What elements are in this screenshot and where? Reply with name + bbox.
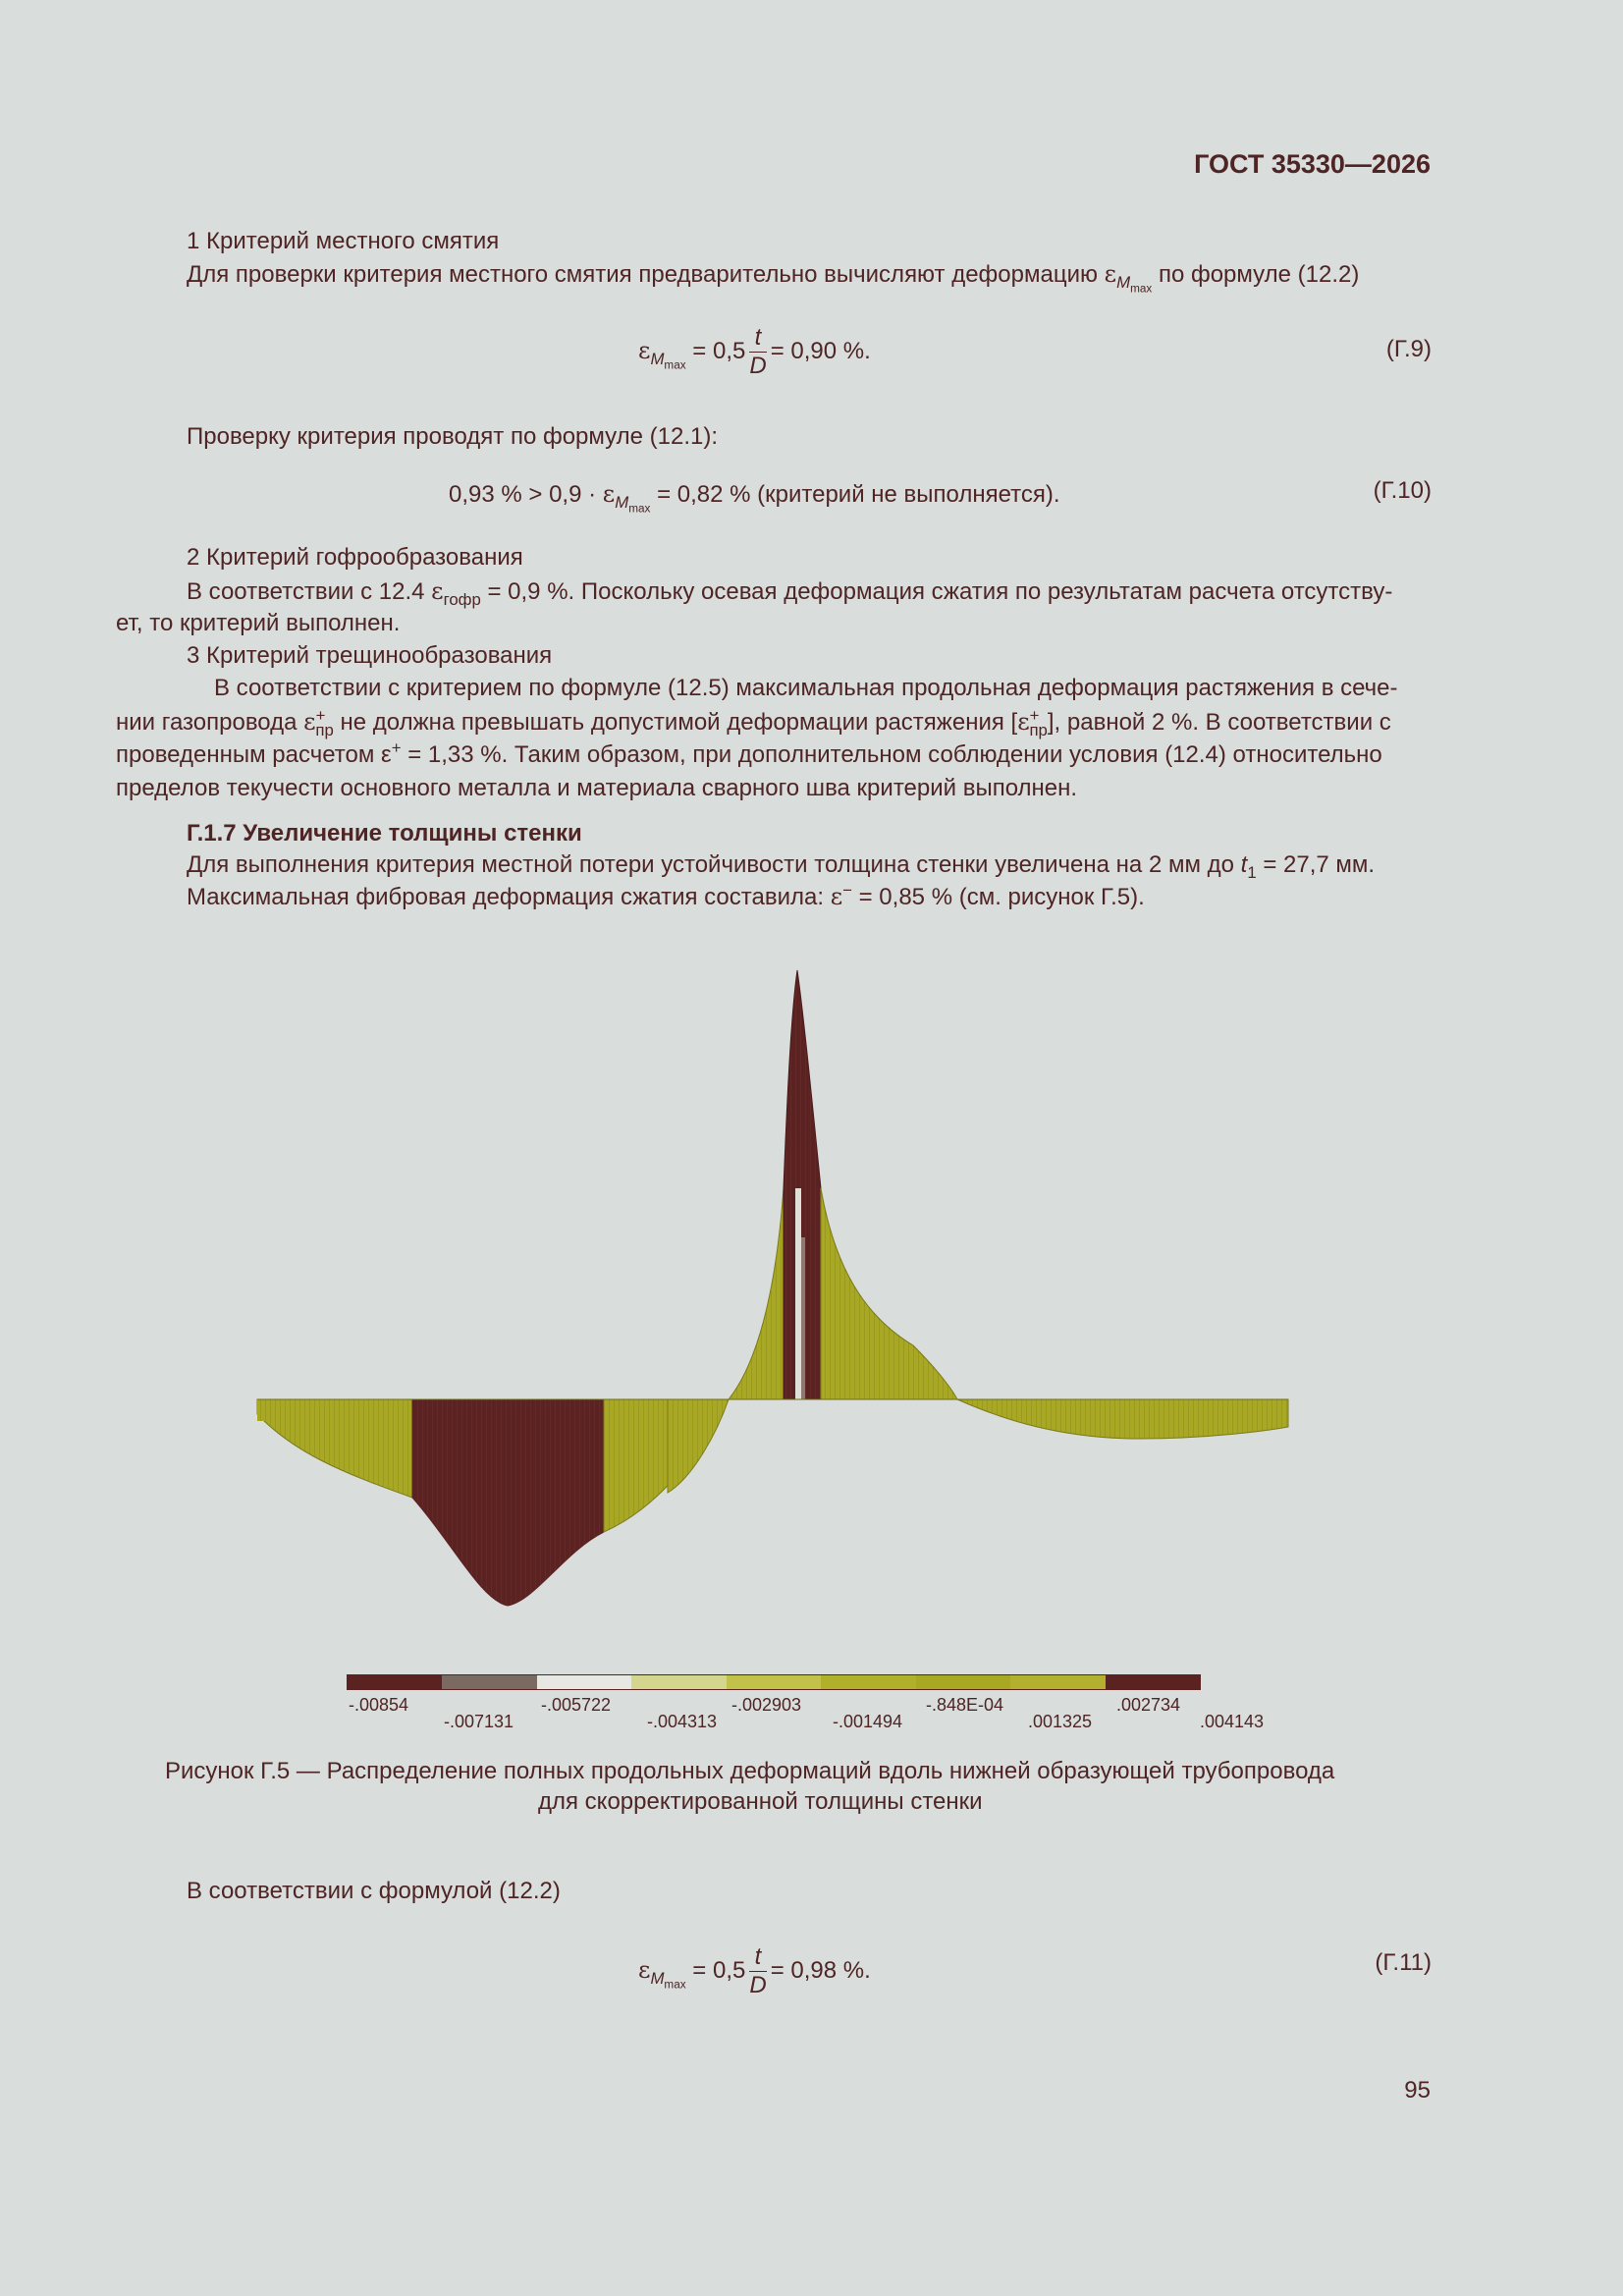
legend-swatch-0: [348, 1675, 442, 1689]
section-1-text: Для проверки критерия местного смятия предварительно вычисляют деформацию $\varepsilon_{M_{max}}$ по формуле (12.2): [187, 260, 1360, 296]
legend-swatch-4: [727, 1675, 821, 1689]
section-2-heading: 2 Критерий гофрообразования: [187, 544, 523, 571]
peak-left-flank: [729, 1188, 784, 1399]
legend-label-6: -.848E-04: [926, 1695, 1004, 1715]
section-3-line1: В соответствии с критерием по формуле (12.5) максимальная продольная деформация растяжения в сече-: [214, 675, 1398, 701]
left-dark-region: [412, 1399, 604, 1606]
legend-label-2: -.005722: [541, 1695, 612, 1715]
section-2-text: В соответствии с 12.4 $\varepsilon_{гофр} = 0,9$ %. Поскольку осевая деформация сжатия по результатам расчета отсутству-: [187, 577, 1393, 609]
section-1-heading: 1 Критерий местного смятия: [187, 228, 500, 254]
peak-center-white: [795, 1188, 801, 1399]
legend-swatch-2: [537, 1675, 631, 1689]
equation-g10: 0,93 % > $0,9 \cdot \varepsilon_{M_{max}} = 0,82$ % (критерий не выполняется).: [449, 480, 1060, 516]
legend-swatch-1: [442, 1675, 536, 1689]
peak-center-gray: [801, 1237, 805, 1399]
subsection-line2: Максимальная фибровая деформация сжатия составила: ε− = 0,85 % (см. рисунок Г.5).: [187, 881, 1145, 910]
right-olive-region: [957, 1399, 1288, 1439]
section-3-line3: проведенным расчетом ε+ = 1,33 %. Таким образом, при дополнительном соблюдении условия (12.4) относительно: [116, 738, 1382, 768]
closing-text: В соответствии с формулой (12.2): [187, 1878, 561, 1904]
legend-label-3: -.004313: [647, 1712, 718, 1731]
equation-g10-label: (Г.10): [1373, 477, 1432, 504]
figure-caption-line2: для скорректированной толщины стенки: [538, 1788, 983, 1815]
subsection-line1: Для выполнения критерия местной потери устойчивости толщина стенки увеличена на 2 мм до $t_1 = 27,7$ мм.: [187, 851, 1376, 882]
page-number: 95: [1404, 2077, 1431, 2104]
section-3-heading: 3 Критерий трещинообразования: [187, 642, 553, 669]
equation-g11: $\varepsilon_{M_{max}} = 0,5$ $\frac{t}{D}$ = 0,98 %.: [638, 1943, 871, 1998]
legend-swatch-5: [821, 1675, 915, 1689]
figure-caption-line1: Рисунок Г.5 — Распределение полных продольных деформаций вдоль нижней образующей трубопровода: [165, 1758, 1335, 1784]
equation-g9: $\varepsilon_{M_{max}} = 0,5$ $\frac{t}{D}$ = 0,90 %.: [638, 324, 871, 379]
check-text: Проверку критерия проводят по формуле (12.1):: [187, 423, 719, 450]
legend-label-1: -.007131: [444, 1712, 514, 1731]
transition-olive-region: [668, 1399, 729, 1493]
legend-swatch-7: [1010, 1675, 1105, 1689]
legend-label-0: -.00854: [349, 1695, 409, 1715]
subsection-title: Г.1.7 Увеличение толщины стенки: [187, 820, 582, 847]
legend-label-8: .002734: [1116, 1695, 1181, 1715]
legend-label-9: .004143: [1200, 1712, 1265, 1731]
legend-swatch-8: [1106, 1675, 1200, 1689]
section-2-text-line2: ет, то критерий выполнен.: [116, 610, 401, 636]
equation-g11-label: (Г.11): [1375, 1949, 1432, 1976]
legend-swatch-6: [916, 1675, 1010, 1689]
legend-label-4: -.002903: [731, 1695, 802, 1715]
peak-right-flank: [821, 1188, 957, 1399]
legend-label-7: .001325: [1028, 1712, 1093, 1731]
left-edge-band: [257, 1399, 306, 1421]
document-header: ГОСТ 35330—2026: [1194, 149, 1431, 179]
legend-label-5: -.001494: [833, 1712, 903, 1731]
legend-color-bar: [347, 1674, 1201, 1690]
legend-swatch-3: [631, 1675, 726, 1689]
equation-g9-label: (Г.9): [1385, 336, 1432, 362]
strain-distribution-figure: [0, 943, 1623, 1728]
section-3-line2: нии газопровода $\varepsilon^+_{пр}$ не должна превышать допустимой деформации растяжения $[\varepsilon^+_{пр}]$, равной 2 %. В соответствии с: [116, 706, 1391, 739]
section-3-line4: пределов текучести основного металла и материала сварного шва критерий выполнен.: [116, 775, 1078, 801]
